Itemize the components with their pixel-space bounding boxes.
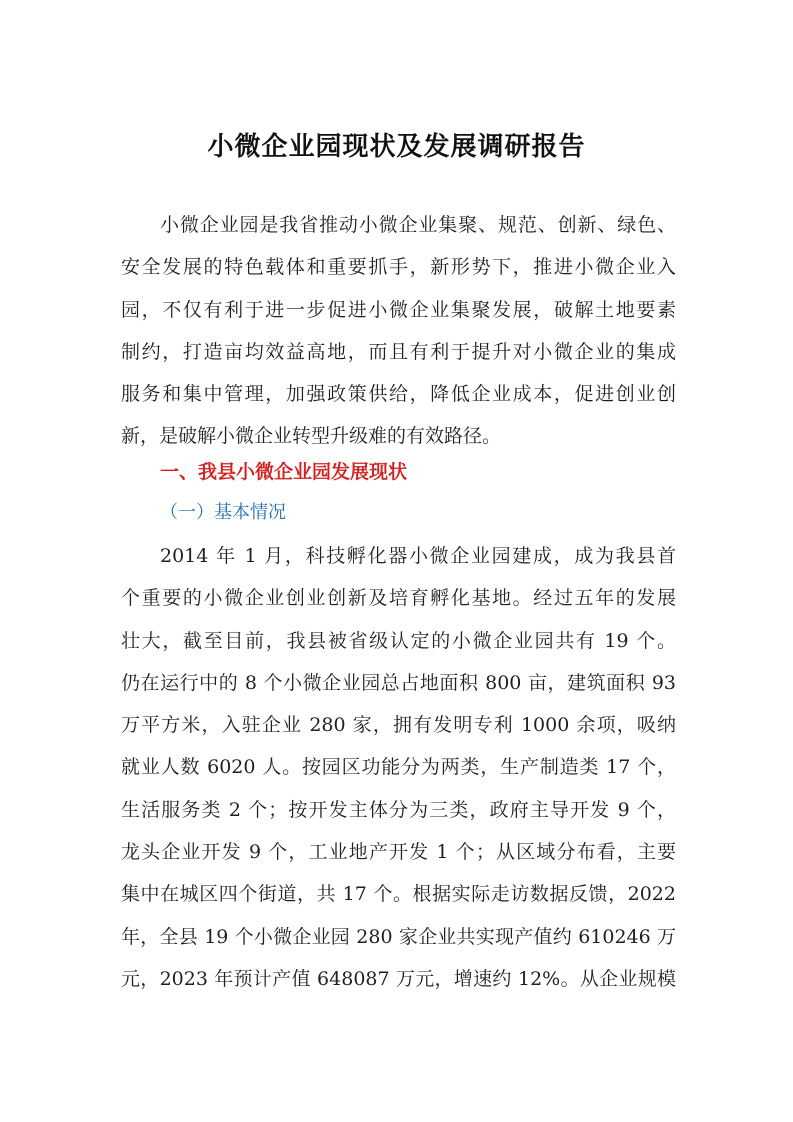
text-line: 2014 年 1 月，科技孵化器小微企业园建成，成为我县首 <box>160 545 676 567</box>
intro-paragraph <box>121 204 676 458</box>
text-line: 就业人数 6020 人。按园区功能分为两类，生产制造类 17 个， <box>121 756 676 779</box>
text-line: 元，2023 年预计产值 648087 万元，增速约 12%。从企业规模 <box>121 967 676 990</box>
document-title: 小微企业园现状及发展调研报告 <box>207 132 586 162</box>
subsection-heading: （一）基本情况 <box>160 502 286 523</box>
body-paragraph <box>121 535 676 1000</box>
text-line: 万平方米，入驻企业 280 家，拥有发明专利 1000 余项，吸纳 <box>121 714 676 737</box>
text-line: 生活服务类 2 个；按开发主体分为三类，政府主导开发 9 个， <box>121 798 676 821</box>
text-line: 龙头企业开发 9 个，工业地产开发 1 个；从区域分布看，主要 <box>121 841 676 864</box>
text-line: 新，是破解小微企业转型升级难的有效路径。 <box>121 425 502 448</box>
text-line: 安全发展的特色载体和重要抓手，新形势下，推进小微企业入 <box>121 256 676 279</box>
text-line: 制约，打造亩均效益高地，而且有利于提升对小微企业的集成 <box>121 340 676 363</box>
text-line: 服务和集中管理，加强政策供给，降低企业成本，促进创业创 <box>121 383 676 406</box>
text-line: 个重要的小微企业创业创新及培育孵化基地。经过五年的发展 <box>121 587 676 610</box>
text-line: 园，不仅有利于进一步促进小微企业集聚发展，破解土地要素 <box>121 298 676 321</box>
text-line: 小微企业园是我省推动小微企业集聚、规范、创新、绿色、 <box>160 214 676 236</box>
text-line: 集中在城区四个街道，共 17 个。根据实际走访数据反馈，2022 <box>121 883 676 906</box>
text-line: 壮大，截至目前，我县被省级认定的小微企业园共有 19 个。 <box>121 629 676 652</box>
text-line: 仍在运行中的 8 个小微企业园总占地面积 800 亩，建筑面积 93 <box>121 671 676 694</box>
text-line: 年，全县 19 个小微企业园 280 家企业共实现产值约 610246 万 <box>121 925 676 948</box>
section-heading: 一、我县小微企业园发展现状 <box>160 461 408 483</box>
